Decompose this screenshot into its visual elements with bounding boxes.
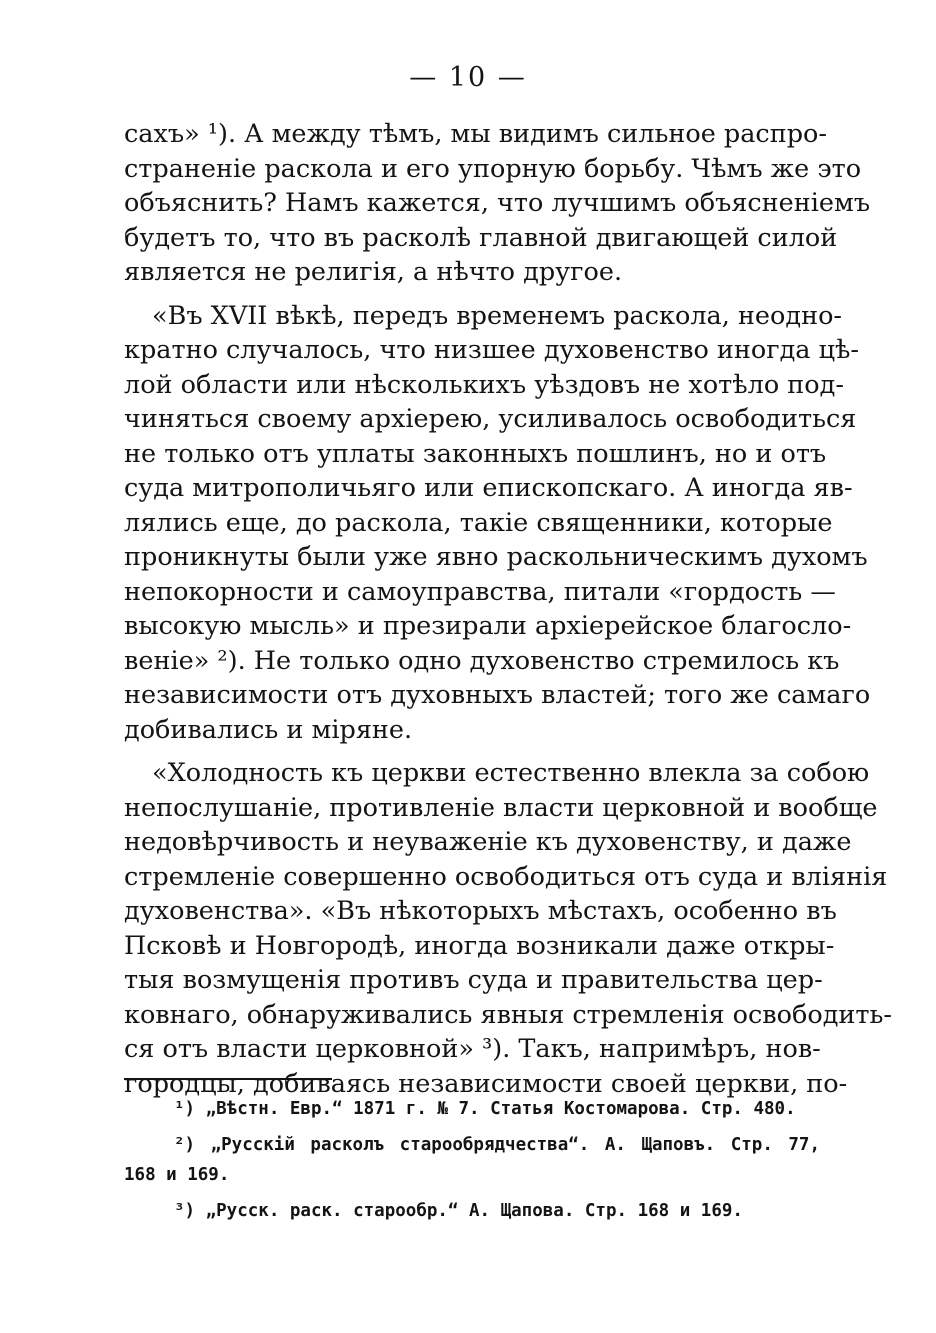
text-line: высокую мысль» и презирали архіерейское благосло- (124, 611, 852, 641)
text-line: чиняться своему архіерею, усиливалось освободиться (124, 404, 857, 434)
text-line: кратно случалось, что низшее духовенство иногда цѣ- (124, 335, 860, 365)
text-line: непокорности и самоуправства, питали «гордость — (124, 576, 836, 607)
text-line: «Въ XVII вѣкѣ, передъ временемъ раскола, неодно- (152, 300, 843, 331)
text-line: недовѣрчивость и неуваженіе къ духовенству, и даже (124, 827, 852, 857)
main-text (124, 117, 893, 1101)
text-line: лой области или нѣсколькихъ уѣздовъ не хотѣло под- (124, 369, 844, 400)
footnotes (124, 1094, 820, 1226)
text-line: лялись еще, до раскола, такіе священники, которые (124, 507, 833, 538)
text-line: сахъ» ¹). А между тѣмъ, мы видимъ сильное распро- (124, 119, 827, 149)
text-line: ся отъ власти церковной» ³). Такъ, напримѣръ, нов- (124, 1034, 821, 1064)
text-line: городцы, добиваясь независимости своей церкви, по- (124, 1068, 848, 1099)
text-line: Псковѣ и Новгородѣ, иногда возникали даже откры- (124, 930, 835, 961)
text-line: «Холодность къ церкви естественно влекла за собою (152, 758, 870, 788)
text-line: добивались и міряне. (124, 714, 413, 745)
paragraph (124, 117, 871, 290)
text-line: независимости отъ духовныхъ властей; того же самаго (124, 680, 871, 710)
text-line: суда митрополичьяго или епископскаго. А иногда яв- (124, 473, 853, 503)
text-line: страненіе раскола и его упорную борьбу. Чѣмъ же это (124, 153, 862, 184)
paragraph (124, 756, 893, 1101)
text-line: тыя возмущенія противъ суда и правительства цер- (124, 965, 823, 995)
text-line: ковнаго, обнаруживались явныя стремленія освободить- (124, 999, 893, 1030)
text-line: проникнуты были уже явно раскольническимъ духомъ (124, 542, 868, 572)
text-line: объяснить? Намъ кажется, что лучшимъ объясненіемъ (124, 188, 871, 218)
text-line: является не религія, а нѣчто другое. (124, 257, 623, 287)
text-line: духовенства». «Въ нѣкоторыхъ мѣстахъ, особенно въ (124, 896, 837, 926)
footnote: ³) „Русск. раск. старообр.“ А. Щапова. Стр. 168 и 169. (174, 1201, 743, 1221)
footnote: ²) „Русскій расколъ старообрядчества“. А. Щаповъ. Стр. 77, (174, 1135, 820, 1155)
footnote: ¹) „Вѣстн. Евр.“ 1871 г. № 7. Статья Костомарова. Стр. 480. (174, 1099, 796, 1119)
paragraph (124, 299, 871, 748)
page-number: — 10 — (409, 62, 527, 93)
footnote-continuation: 168 и 169. (124, 1165, 230, 1185)
text-line: будетъ то, что въ расколѣ главной двигающей силой (124, 222, 838, 253)
text-line: непослушаніе, противленіе власти церковной и вообще (124, 792, 878, 823)
text-line: веніе» ²). Не только одно духовенство стремилось къ (124, 645, 840, 676)
text-line: стремленіе совершенно освободиться отъ суда и вліянія (124, 861, 888, 892)
footnote-separator (124, 1078, 332, 1080)
text-line: не только отъ уплаты законныхъ пошлинъ, но и отъ (124, 438, 827, 469)
